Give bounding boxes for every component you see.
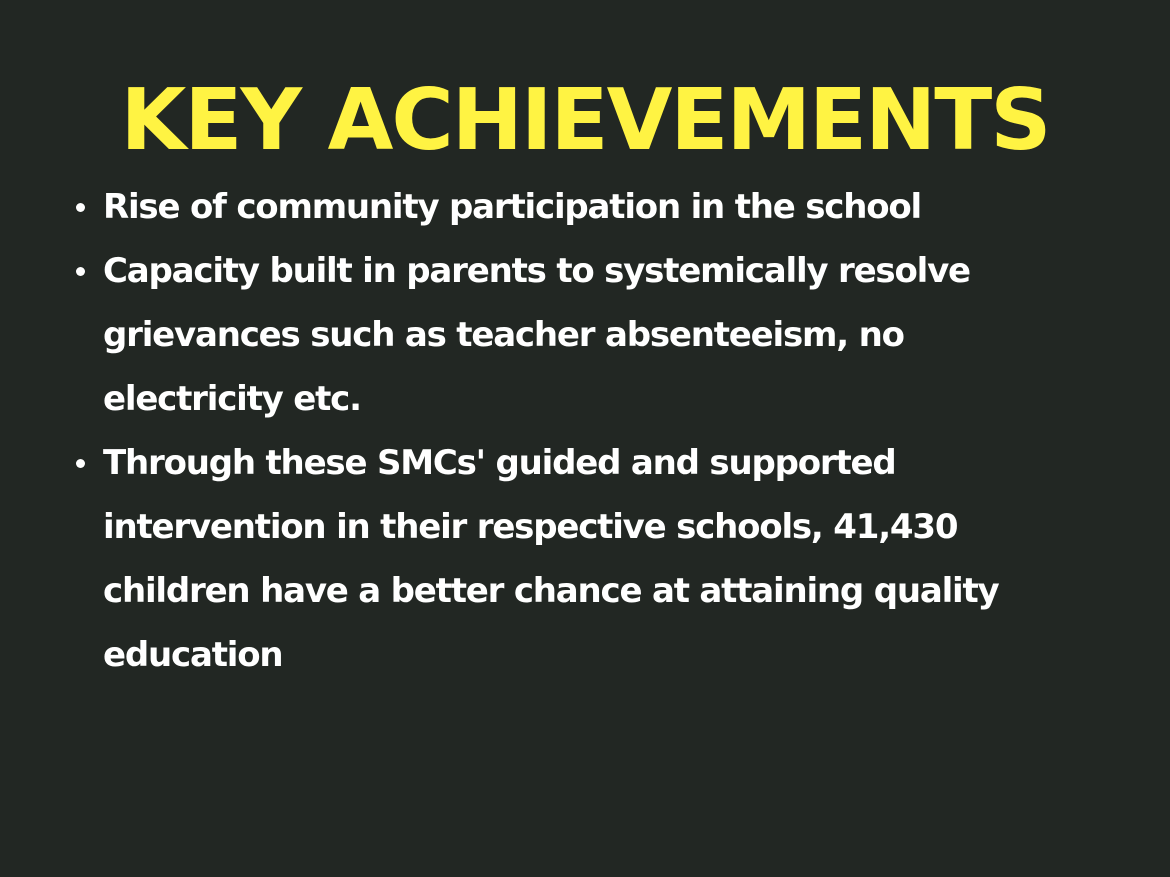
bullet-text: Rise of community participation in the school xyxy=(103,187,922,227)
bullet-icon xyxy=(76,267,85,276)
list-item xyxy=(70,431,1070,687)
slide-title: KEY ACHIEVEMENTS xyxy=(120,70,1050,170)
bullet-text: Through these SMCs' guided and supported intervention in their respective schools, 41,430 children have a better chance at attaining quality education xyxy=(103,443,999,675)
bullet-icon xyxy=(76,459,85,468)
bullet-text: Capacity built in parents to systemically resolve grievances such as teacher absenteeism, no electricity etc. xyxy=(103,251,970,419)
achievement-list xyxy=(70,175,1070,687)
list-item xyxy=(70,175,1070,239)
bullet-icon xyxy=(76,203,85,212)
list-item xyxy=(70,239,1070,431)
